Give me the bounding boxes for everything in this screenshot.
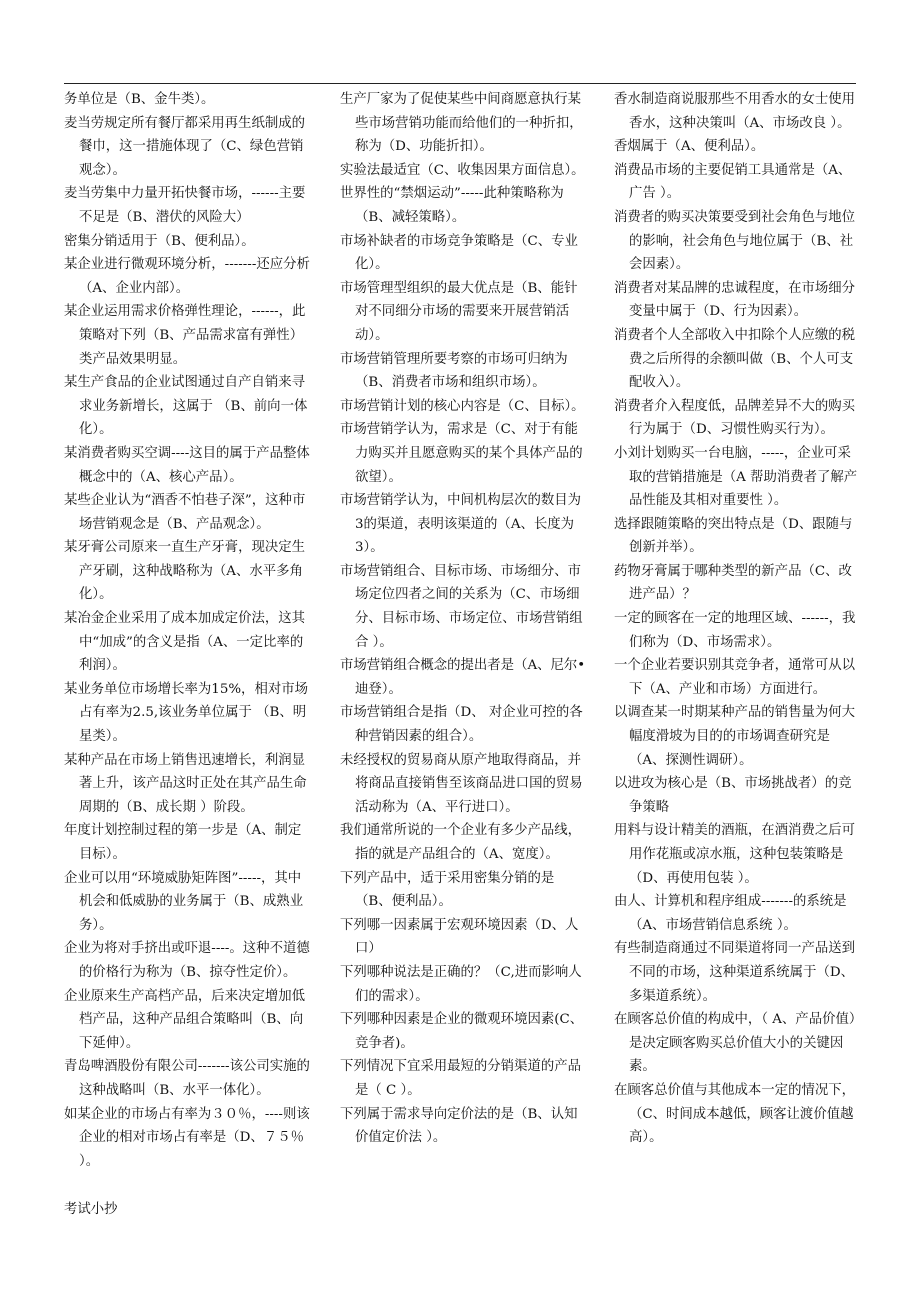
column-2: [340, 88, 588, 1150]
question-item: 以调查某一时期某种产品的销售量为何大幅度滑坡为目的的市场调查研究是（A、探测性调研）。: [614, 705, 856, 768]
question-item: 麦当劳规定所有餐厅都采用再生纸制成的餐巾，这一措施体现了（C、绿色营销观念）。: [64, 115, 306, 178]
question-item: 麦当劳集中力量开拓快餐市场，------主要不足是（B、潜伏的风险大）: [64, 186, 306, 225]
question-item: 市场营销组合是指（D、 对企业可控的各种营销因素的组合）。: [340, 705, 583, 745]
question-item: 下列哪种因素是企业的微观环境因素(C、竞争者)。: [340, 1012, 584, 1051]
question-item: 下列属于需求导向定价法的是（B、认知价值定价法 ）。: [340, 1106, 578, 1146]
question-item: 世界性的“禁烟运动”-----此种策略称为（B、减轻策略）。: [340, 186, 564, 225]
question-item: 市场营销组合概念的提出者是（A、尼尔•迪登）。: [340, 658, 586, 697]
question-item: 某生产食品的企业试图通过自产自销来寻求业务新增长，这属于 （B、前向一体化）。: [64, 375, 308, 438]
question-item: 一定的顾客在一定的地理区域、------，我们称为（D、市场需求）。: [614, 611, 856, 650]
question-item: 以进攻为核心是（B、市场挑战者）的竞争策略: [614, 776, 852, 815]
question-item: 香烟属于（A、便利品）。: [614, 139, 765, 155]
question-item: 下列情况下宜采用最短的分销渠道的产品是（ C ）。: [340, 1059, 582, 1098]
column-1: [64, 88, 312, 1173]
question-item: 未经授权的贸易商从原产地取得商品，并将商品直接销售至该商品进口国的贸易活动称为（A、平行进口）。: [340, 752, 583, 815]
question-item: 如某企业的市场占有率为３０％，----则该企业的相对市场占有率是（D、７５％ ）。: [64, 1106, 310, 1169]
question-item: 市场补缺者的市场竞争策略是（C、专业化）。: [340, 233, 578, 273]
question-item: 某冶金企业采用了成本加成定价法，这其中“加成”的含义是指（A、一定比率的利润）。: [64, 611, 306, 674]
question-item: 务单位是（B、金牛类）。: [64, 92, 215, 107]
column-3: [614, 88, 858, 1150]
question-item: 某业务单位市场增长率为15%，相对市场占有率为2.5,该业务单位属于 （B、明星类）。: [64, 681, 309, 745]
question-item: 企业可以用“环境威胁矩阵图”-----，其中机会和低威胁的业务属于（B、成熟业务）。: [64, 870, 304, 933]
question-item: 在顾客总价值与其他成本一定的情况下，（C、时间成本越低，顾客让渡价值越高）。: [614, 1082, 856, 1146]
question-item: 选择跟随策略的突出特点是（D、跟随与创新并举）。: [614, 516, 853, 556]
question-item: 某种产品在市场上销售迅速增长，利润显著上升，该产品这时正处在其产品生命周期的（B、成长期 ）阶段。: [64, 752, 307, 815]
question-item: 我们通常所说的一个企业有多少产品线，指的就是产品组合的（A、宽度）。: [340, 823, 582, 862]
question-item: 某牙膏公司原来一直生产牙膏，现决定生产牙刷，这种战略称为（A、水平多角化）。: [64, 540, 306, 603]
question-item: 消费者对某品牌的忠诚程度，在市场细分变量中属于（D、行为因素）。: [614, 280, 856, 320]
question-item: 企业原来生产高档产品，后来决定增加低档产品，这种产品组合策略叫（B、向下延伸）。: [64, 988, 306, 1051]
question-item: 市场营销组合、目标市场、市场细分、市场定位四者之间的关系为（C、市场细分、目标市场、市场定位、市场营销组合 ）。: [340, 563, 583, 650]
question-item: 消费品市场的主要促销工具通常是（A、广告 ）。: [614, 162, 852, 202]
question-item: 下列哪种说法是正确的？（C,进而影响人们的需求）。: [340, 964, 582, 1004]
question-item: 某企业进行微观环境分析，-------还应分析（A、企业内部）。: [64, 257, 310, 296]
question-item: 下列产品中，适于采用密集分销的是（B、便利品）。: [340, 870, 555, 910]
question-item: 生产厂家为了促使某些中间商愿意执行某些市场营销功能而给他们的一种折扣，称为（D、功能折扣）。: [340, 92, 583, 155]
question-item: 消费者的购买决策要受到社会角色与地位的影响，社会角色与地位属于（B、社会因素）。: [614, 209, 856, 273]
question-item: 市场营销计划的核心内容是（C、目标）。: [340, 398, 585, 414]
question-item: 青岛啤酒股份有限公司-------该公司实施的这种战略叫（B、水平一体化）。: [64, 1059, 310, 1098]
question-item: 市场营销学认为，中间机构层次的数目为3的渠道，表明该渠道的（A、长度为3）。: [340, 493, 582, 556]
question-item: 消费者介入程度低，品牌差异不大的购买行为属于（D、习惯性购买行为）。: [614, 398, 856, 438]
question-item: 由人、计算机和程序组成-------的系统是（A、市场营销信息系统 ）。: [614, 894, 847, 933]
question-item: 密集分销适用于（B、便利品）。: [64, 233, 255, 249]
question-item: 下列哪一因素属于宏观环境因素（D、人口）: [340, 917, 579, 957]
question-item: 有些制造商通过不同渠道将同一产品送到不同的市场，这种渠道系统属于（D、多渠道系统）。: [614, 941, 856, 1004]
question-item: 年度计划控制过程的第一步是（A、制定目标）。: [64, 823, 302, 862]
question-item: 某些企业认为“酒香不怕巷子深”，这种市场营销观念是（B、产品观念）。: [64, 493, 306, 532]
question-item: 香水制造商说服那些不用香水的女士使用香水，这种决策叫（A、市场改良 ）。: [614, 92, 856, 131]
question-item: 某消费者购买空调----这目的属于产品整体概念中的（A、核心产品）。: [64, 445, 310, 485]
question-item: 在顾客总价值的构成中，（ A、产品价值）是决定顾客购买总价值大小的关键因素。: [614, 1012, 856, 1075]
question-item: 用料与设计精美的酒瓶，在酒消费之后可用作花瓶或凉水瓶，这种包装策略是（D、再使用包装 ）。: [614, 823, 856, 886]
question-item: 小刘计划购买一台电脑，-----，企业可采取的营销措施是（A 帮助消费者了解产品性能及其相对重要性 ）。: [614, 445, 858, 509]
question-item: 药物牙膏属于哪种类型的新产品（C、改进产品）？: [614, 563, 852, 603]
question-item: 市场营销学认为，需求是（C、对于有能力购买并且愿意购买的某个具体产品的欲望）。: [340, 422, 583, 485]
question-item: 消费者个人全部收入中扣除个人应缴的税费之后所得的余额叫做（B、个人可支配收入）。: [614, 327, 856, 391]
top-rule: [64, 83, 856, 84]
question-item: 某企业运用需求价格弹性理论，------，此策略对下列（B、产品需求富有弹性）类产品效果明显。: [64, 304, 306, 367]
question-item: 市场营销管理所要考察的市场可归纳为（B、消费者市场和组织市场）。: [340, 351, 568, 391]
question-item: 企业为将对手挤出或吓退----。这种不道德的价格行为称为（B、掠夺性定价）。: [64, 941, 310, 980]
footer-note: 考试小抄: [64, 1202, 118, 1217]
question-item: 实验法最适宜（C、收集因果方面信息）。: [340, 162, 585, 178]
question-item: 市场管理型组织的最大优点是（B、能针对不同细分市场的需要来开展营销活动）。: [340, 280, 578, 343]
question-item: 一个企业若要识别其竞争者，通常可从以下（A、产业和市场）方面进行。: [614, 658, 856, 697]
